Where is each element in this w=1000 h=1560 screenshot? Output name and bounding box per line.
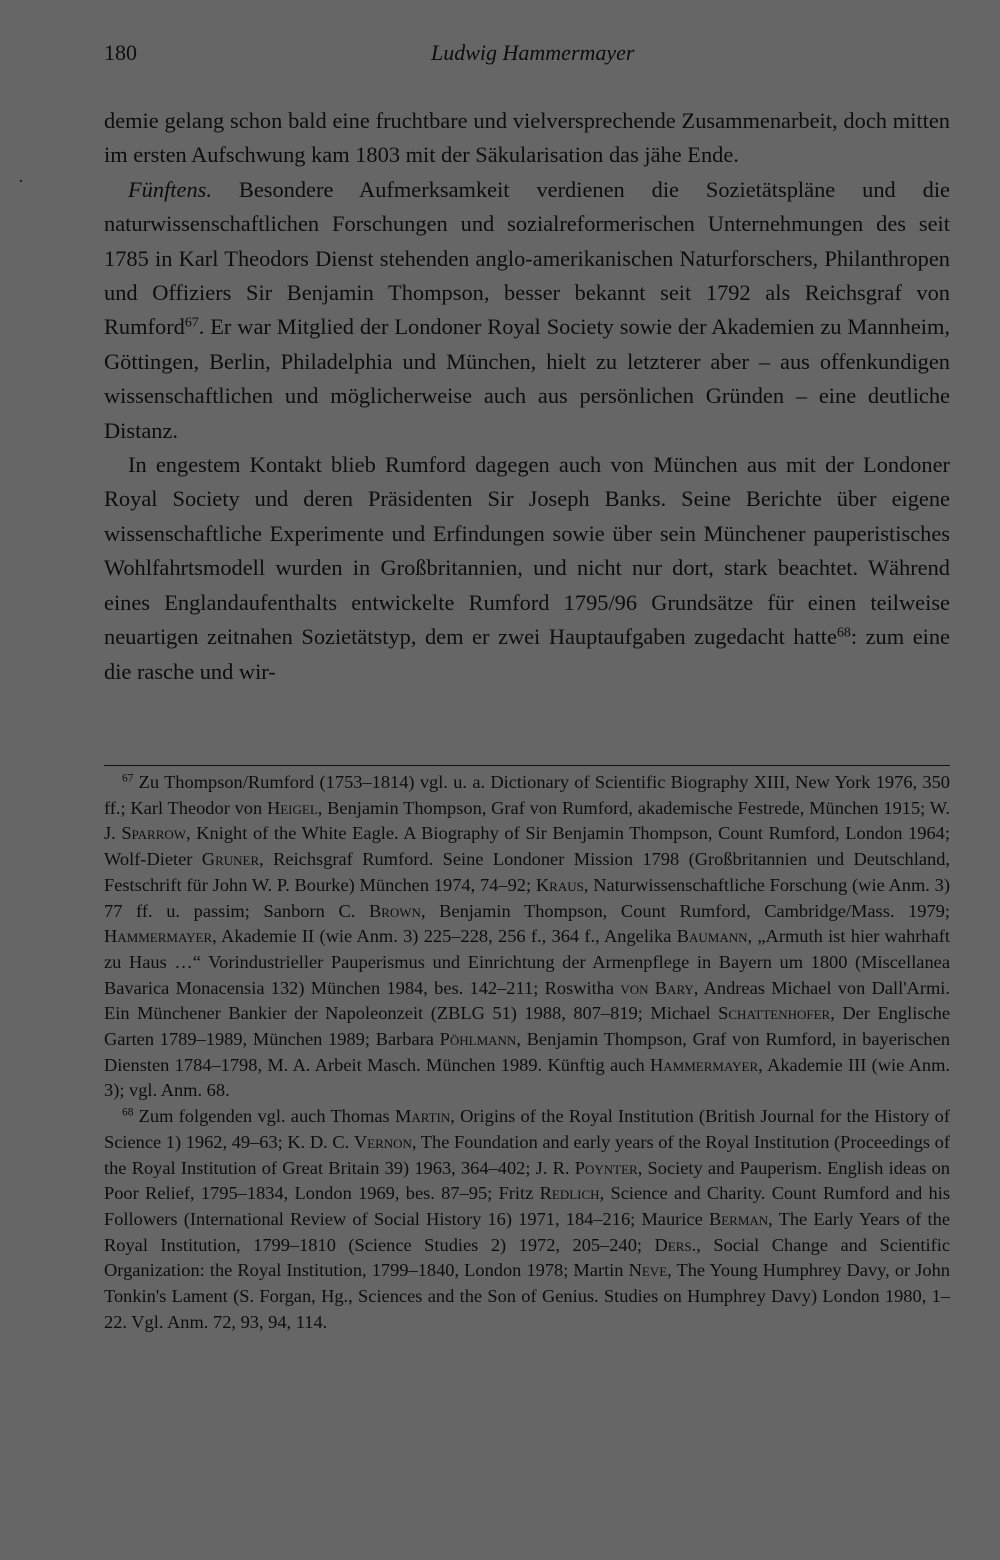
footnote-divider (104, 765, 950, 766)
footnote-text: , Benjamin Thompson, Graf von Rumford, in bayerischen Diensten 1784–1798, M. A. Arbeit Masch. München 1989. Künftig auch (104, 1029, 950, 1075)
footnote-text: , Social Change and Scientific Organization: the Royal Institution, 1799–1840, London 1978; Martin (104, 1234, 950, 1281)
footnote-text: , Akademie III (wie Anm. 3); vgl. Anm. 68. (104, 1054, 950, 1101)
footnote-text: , Society and Pauperism. English ideas on Poor Relief, 1795–1834, London 1969, bes. 87–95; Fritz (104, 1157, 950, 1204)
author-name: Ders. (654, 1234, 697, 1255)
author-name: Martin (394, 1106, 451, 1127)
author-name: Baumann (676, 926, 748, 947)
paragraph (104, 173, 950, 448)
running-head: Ludwig Hammermayer (431, 40, 635, 65)
footnote-text: , The Early Years of the Royal Institution, 1799–1810 (Science Studies 2) 1972, 205–240; (104, 1208, 950, 1255)
footnote-text: , Naturwissenschaftliche Forschung (wie Anm. 3) 77 ff. u. passim; Sanborn C. (104, 874, 950, 921)
author-name: Sparrow (121, 823, 187, 844)
footnote-text: , Benjamin Thompson, Count Rumford, Cambridge/Mass. 1979; (420, 900, 950, 921)
footnote-text: Zu Thompson/Rumford (1753–1814) vgl. u. a. Dictionary of Scientific Biography XIII, New York 1976, 350 ff.; Karl Theodor von (104, 772, 950, 818)
author-name: Berman (708, 1208, 769, 1229)
paragraph-text: In engestem Kontakt blieb Rumford dagegen auch von München aus mit der Londoner Royal Society und deren Präsidenten Sir Joseph Banks. Seine Berichte über eigene wissenschaftliche Experimente und Erfindungen sowie über sein Münchener pauperistisches Wohlfahrtsmodell wurden in Großbritannien, und nicht nur dort, stark beachtet. Während eines Englandaufenthalts entwickelte Rumford 1795/96 Grundsätze für einen teilweise neuartigen zeitnahen Sozietätstyp, dem er zwei Hauptaufgaben zugedacht hatte (104, 452, 950, 650)
footnote-ref[interactable]: 67 (184, 315, 199, 331)
author-name: Hammermayer (104, 926, 213, 947)
page-header (104, 40, 950, 70)
author-name: Neve (628, 1260, 668, 1281)
footnote-text: , The Foundation and early years of the Royal Institution (Proceedings of the Royal Institution of Great Britain 39) 1963, 364–402; J. R. (104, 1131, 950, 1178)
author-name: Gruner (201, 849, 260, 870)
author-name: von Bary (620, 977, 694, 998)
footnote-marker: 68 (122, 1106, 134, 1119)
author-name: Hammermayer (650, 1054, 759, 1075)
margin-mark (20, 180, 22, 182)
section-lead-in: Fünftens. (128, 176, 212, 202)
footnote-text: , „Armuth ist hier wahrhaft zu Haus …“ Vorindustrieller Pauperismus und Einrichtung der Armenpflege in Bayern um 1800 (Miscellanea Bavarica Monacensia 132) München 1984, bes. 142–211; Roswitha (104, 926, 950, 998)
footnote-text: Zum folgenden vgl. auch Thomas (133, 1106, 395, 1127)
footnote-text: , Der Englische Garten 1789–1989, München 1989; Barbara (104, 1003, 950, 1050)
paragraph (104, 104, 950, 173)
footnote-text: , Andreas Michael von Dall'Armi. Ein Münchener Bankier der Napoleonzeit (ZBLG 51) 1988, 807–819; Michael (104, 977, 950, 1024)
author-name: Poynter (574, 1157, 638, 1178)
footnote-68 (104, 1104, 950, 1335)
footnote-text: , Knight of the White Eagle. A Biography of Sir Benjamin Thompson, Count Rumford, London 1964; Wolf-Dieter (104, 823, 950, 870)
footnote-text: , Akademie II (wie Anm. 3) 225–228, 256 f., 364 f., Angelika (212, 926, 677, 947)
paragraph (104, 448, 950, 689)
paragraph-text: demie gelang schon bald eine fruchtbare und vielversprechende Zusammenarbeit, doch mitten im ersten Aufschwung kam 1803 mit der Säkularisation das jähe Ende. (104, 108, 950, 168)
footnote-marker: 67 (122, 772, 134, 785)
footnotes (104, 770, 950, 1335)
author-name: Brown (368, 900, 421, 921)
author-name: Heigel (266, 797, 318, 818)
author-name: Vernon (353, 1131, 412, 1152)
footnote-text: , Benjamin Thompson, Graf von Rumford, akademische Festrede, München 1915; W. J. (104, 797, 950, 844)
footnote-text: , Reichsgraf Rumford. Seine Londoner Mission 1798 (Großbritannien und Deutschland, Festschrift für John W. P. Bourke) München 1974, 74–92; (104, 849, 950, 895)
author-name: Kraus (535, 874, 584, 895)
paragraph-text: : zum eine die rasche und wir- (104, 624, 950, 684)
main-text (104, 104, 950, 689)
footnote-text: , Origins of the Royal Institution (British Journal for the History of Science 1) 1962, 49–63; K. D. C. (104, 1106, 950, 1152)
author-name: Pöhlmann (439, 1029, 517, 1050)
paragraph-text: . Er war Mitglied der Londoner Royal Society sowie der Akademien zu Mannheim, Göttingen, Berlin, Philadelphia und München, hielt zu letzterer aber – aus offenkundigen wissenschaftlichen und möglicherweise auch aus persönlichen Gründen – eine deutliche Distanz. (104, 314, 950, 443)
author-name: Schattenhofer (718, 1003, 831, 1024)
author-name: Redlich (539, 1183, 600, 1204)
footnote-text: , Science and Charity. Count Rumford and his Followers (International Review of Social History 16) 1971, 184–216; Maurice (104, 1183, 951, 1229)
footnote-67 (104, 770, 950, 1104)
footnote-text: , The Young Humphrey Davy, or John Tonkin's Lament (S. Forgan, Hg., Sciences and the Son of Genius. Studies on Humphrey Davy) London 1980, 1–22. Vgl. Anm. 72, 93, 94, 114. (104, 1260, 950, 1332)
page-number: 180 (104, 40, 137, 65)
footnote-ref[interactable]: 68 (836, 625, 851, 641)
paragraph-text: Besondere Aufmerksamkeit verdienen die Sozietätspläne und die naturwissenschaftlichen Forschungen und sozialreformerischen Unternehmungen des seit 1785 in Karl Theodors Dienst stehenden anglo-amerikanischen Naturforschers, Philanthropen und Offiziers Sir Benjamin Thompson, besser bekannt seit 1792 als Reichsgraf von Rumford (104, 176, 950, 340)
